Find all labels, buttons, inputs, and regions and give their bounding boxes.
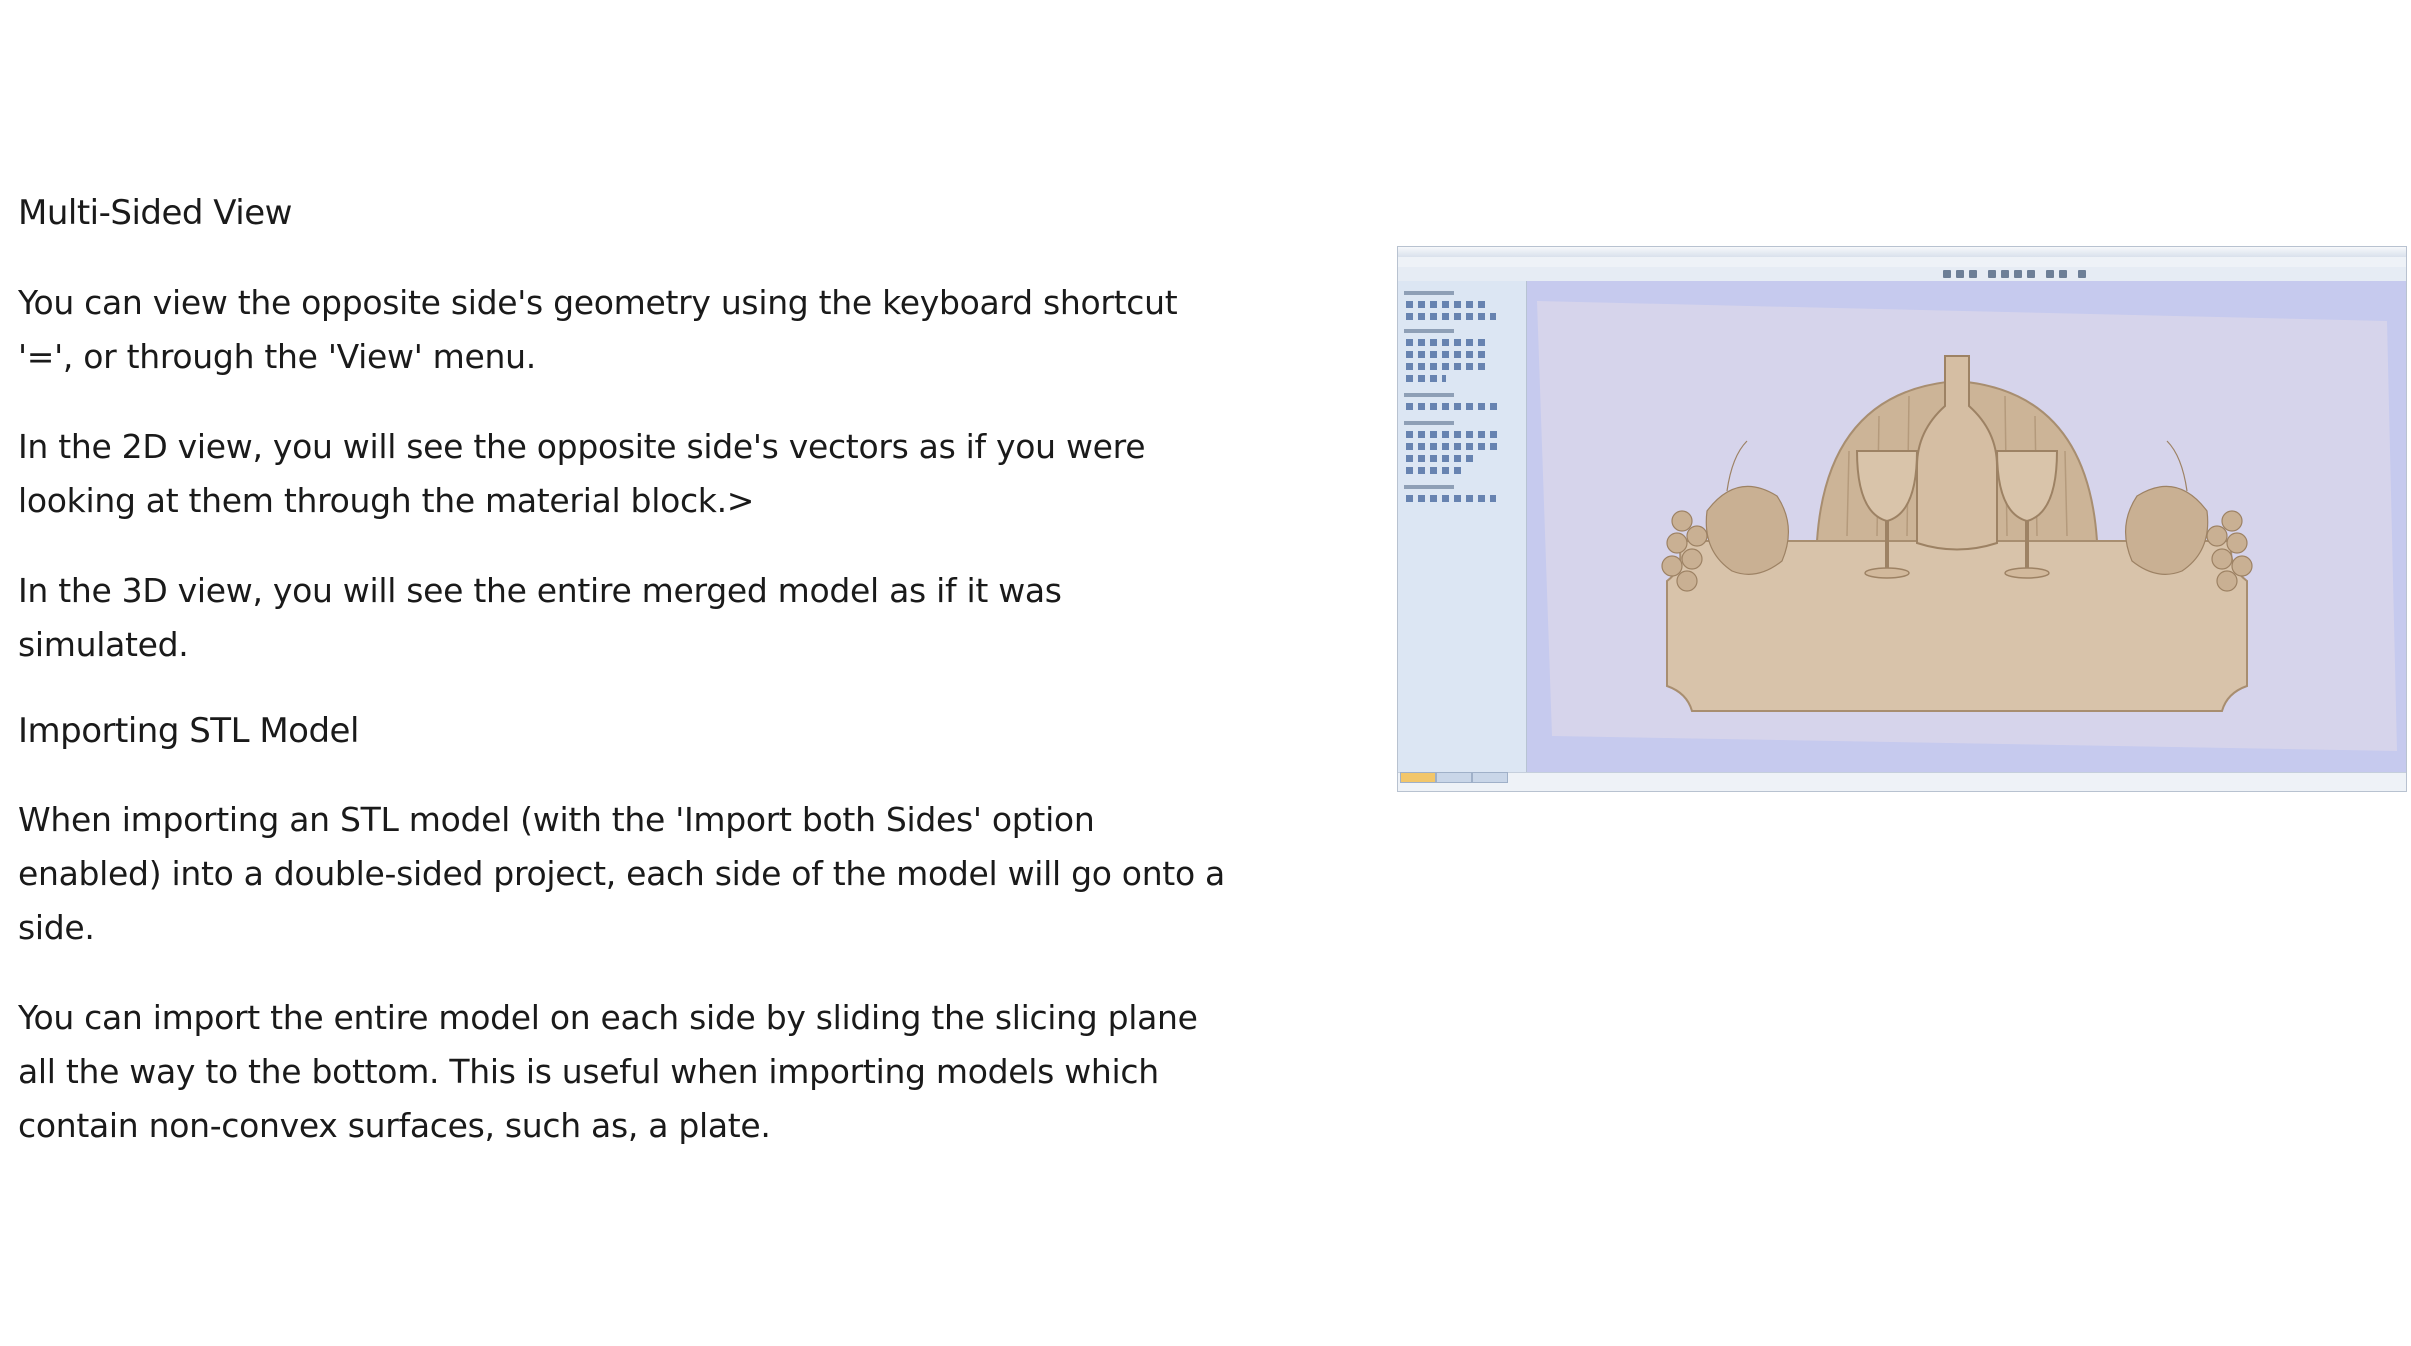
paragraph-2d-view: In the 2D view, you will see the opposite side's vectors as if you were looking at them through the material block.> (18, 426, 1146, 520)
software-screenshot (1397, 246, 2407, 792)
toolbar-icon (2046, 270, 2054, 278)
heading-importing-stl: Importing STL Model (18, 710, 359, 751)
heading-multi-sided-view: Multi-Sided View (18, 193, 292, 233)
screenshot-tab (1472, 772, 1508, 783)
toolbar-icon (1969, 270, 1977, 278)
paragraph-3d-view: In the 3D view, you will see the entire merged model as if it was simulated. (18, 570, 1062, 664)
toolbar-icon (1988, 270, 1996, 278)
toolbar-icon (2078, 270, 2086, 278)
carved-sign-model (1527, 281, 2407, 775)
screenshot-3d-viewport (1527, 281, 2406, 773)
paragraph-view-shortcut: You can view the opposite side's geometry using the keyboard shortcut '=', or through the 'View' menu. (18, 282, 1178, 376)
toolbar-icon (1956, 270, 1964, 278)
paragraph-import-stl: When importing an STL model (with the 'Import both Sides' option enabled) into a double-sided project, each side of the model will go onto a side. (18, 800, 1225, 948)
article-body (18, 190, 1238, 1153)
toolbar-icon (2059, 270, 2067, 278)
toolbar-icon (1943, 270, 1951, 278)
screenshot-statusbar (1398, 772, 2406, 791)
paragraph-slicing-plane: You can import the entire model on each side by sliding the slicing plane all the way to the bottom. This is useful when importing models which contain non-convex surfaces, such as, a plate. (18, 998, 1198, 1146)
screenshot-tab (1400, 772, 1436, 783)
screenshot-tool-panel (1398, 281, 1527, 773)
toolbar-icon (2001, 270, 2009, 278)
toolbar-icon (2027, 270, 2035, 278)
screenshot-tab (1436, 772, 1472, 783)
toolbar-icon (2014, 270, 2022, 278)
screenshot-toolbar (1398, 267, 2406, 282)
